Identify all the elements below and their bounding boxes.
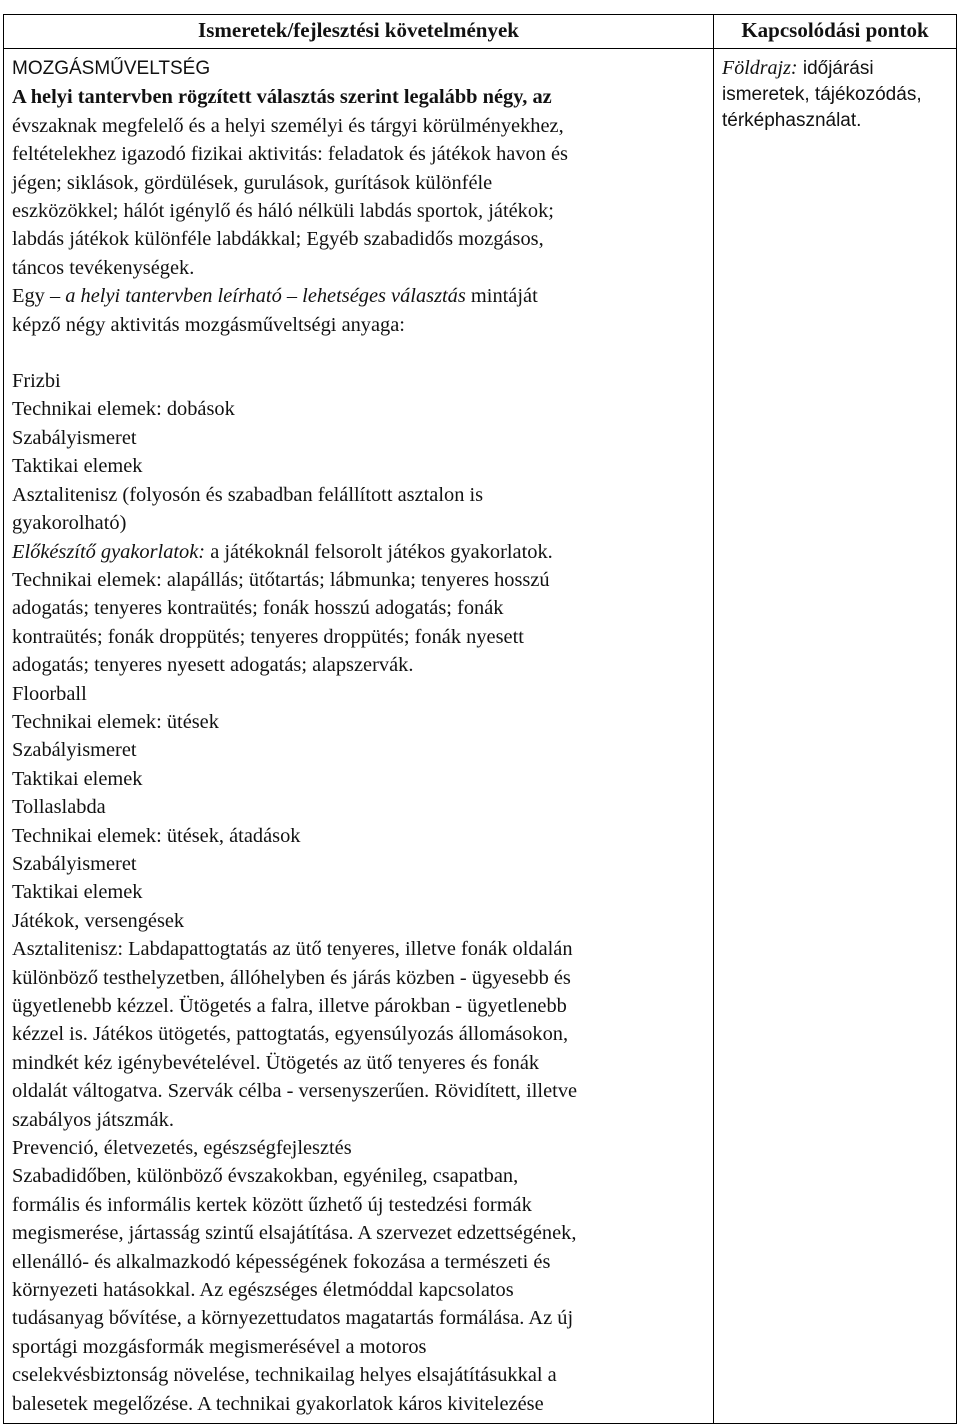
body-line: ellenálló- és alkalmazkodó képességének fokozása a természeti és [12, 1250, 551, 1273]
activity-title: Floorball [12, 682, 87, 705]
body-line: Szabályismeret [12, 426, 137, 449]
subsection-title: Játékok, versengések [12, 909, 185, 932]
connection-line: ismeretek, tájékozódás, [722, 84, 922, 105]
intro-italic-phrase: a helyi tantervben leírható – lehetséges választás [65, 285, 466, 308]
connection-subject: Földrajz: [722, 57, 798, 79]
section-heading: MOZGÁSMŰVELTSÉG [12, 58, 211, 79]
activity-title: Asztalitenisz (folyosón és szabadban felállított asztalon is [12, 483, 484, 506]
intro-line [12, 282, 705, 310]
body-line: megismerése, jártasság szintű elsajátítása. A szervezet edzettségének, [12, 1222, 577, 1245]
body-line: Technikai elemek: ütések, átadások [12, 824, 301, 847]
body-line: környezeti hatásokkal. Az egészséges életmóddal kapcsolatos [12, 1279, 514, 1302]
body-text: a játékoknál felsorolt játékos gyakorlatok. [205, 540, 553, 563]
body-line: Taktikai elemek [12, 455, 143, 478]
italic-label: Előkészítő gyakorlatok: [12, 540, 206, 563]
body-line: adogatás; tenyeres kontraütés; fonák hosszú adogatás; fonák [12, 597, 504, 620]
body-line: kézzel is. Játékos ütögetés, pattogtatás, egyensúlyozás állomásokon, [12, 1023, 569, 1046]
content-row [4, 49, 957, 1424]
body-line: Taktikai elemek [12, 881, 143, 904]
body-line: Technikai elemek: dobások [12, 398, 235, 421]
header-connections: Kapcsolódási pontok [714, 15, 957, 49]
intro-line: évszaknak megfelelő és a helyi személyi és tárgyi körülményekhez, [12, 114, 564, 137]
body-line: Asztalitenisz: Labdapattogtatás az ütő tenyeres, illetve fonák oldalán [12, 938, 573, 961]
intro-prefix: Egy – [12, 285, 66, 308]
body-line: szabályos játszmák. [12, 1108, 174, 1131]
connection-line: térképhasználat. [722, 110, 862, 131]
activity-title: Tollaslabda [12, 796, 106, 819]
intro-line: jégen; siklások, gördülések, gurulások, gurítások különféle [12, 171, 493, 194]
body-line: gyakorolható) [12, 512, 127, 535]
body-line: formális és informális kertek között űzhető új testedzési formák [12, 1193, 532, 1216]
body-line: oldalát váltogatva. Szervák célba - versenyszerűen. Rövidített, illetve [12, 1080, 578, 1103]
paragraph-gap [12, 339, 705, 367]
intro-suffix: mintáját [465, 285, 538, 308]
subsection-title: Prevenció, életvezetés, egészségfejlesztés [12, 1137, 352, 1160]
body-line: balesetek megelőzése. A technikai gyakorlatok káros kivitelezése [12, 1392, 544, 1415]
body-line: Szabályismeret [12, 852, 137, 875]
intro-line: labdás játékok különféle labdákkal; Egyéb szabadidős mozgásos, [12, 228, 544, 251]
activity-title: Frizbi [12, 370, 61, 393]
body-line: cselekvésbiztonság növelése, technikailag helyes elsajátításukkal a [12, 1364, 557, 1387]
intro-line: táncos tevékenységek. [12, 256, 195, 279]
connection-line [722, 55, 949, 82]
intro-line: eszközökkel; hálót igénylő és háló nélküli labdás sportok, játékok; [12, 200, 554, 223]
intro-line: feltételekhez igazodó fizikai aktivitás: feladatok és játékok havon és [12, 143, 568, 166]
body-line: különböző testhelyzetben, állóhelyben és járás közben - ügyesebb és [12, 966, 571, 989]
body-line: Technikai elemek: alapállás; ütőtartás; lábmunka; tenyeres hosszú [12, 568, 550, 591]
body-line: Taktikai elemek [12, 767, 143, 790]
body-line: tudásanyag bővítése, a környezettudatos magatartás formálása. Az új [12, 1307, 574, 1330]
body-line [12, 538, 705, 566]
body-line: mindkét kéz igénybevételével. Ütögetés az ütő tenyeres és fonák [12, 1051, 540, 1074]
connections-cell [714, 49, 957, 1424]
curriculum-table [3, 14, 957, 1424]
intro-line: képző négy aktivitás mozgásműveltségi anyaga: [12, 313, 405, 336]
intro-line: A helyi tantervben rögzített választás szerint legalább négy, az [12, 86, 552, 109]
body-line: kontraütés; fonák droppütés; tenyeres droppütés; fonák nyesett [12, 625, 524, 648]
body-line: ügyetlenebb kézzel. Ütögetés a falra, illetve párokban - ügyetlenebb [12, 995, 567, 1017]
body-line: Technikai elemek: ütések [12, 710, 219, 733]
body-line: sportági mozgásformák megismerésével a motoros [12, 1335, 427, 1358]
header-row [4, 15, 957, 49]
connection-text: időjárási [797, 58, 874, 79]
body-line: Szabályismeret [12, 739, 137, 762]
body-line: adogatás; tenyeres nyesett adogatás; alapszervák. [12, 654, 414, 677]
header-requirements: Ismeretek/fejlesztési követelmények [4, 15, 714, 49]
requirements-cell [4, 49, 714, 1424]
body-line: Szabadidőben, különböző évszakokban, egyénileg, csapatban, [12, 1165, 519, 1188]
